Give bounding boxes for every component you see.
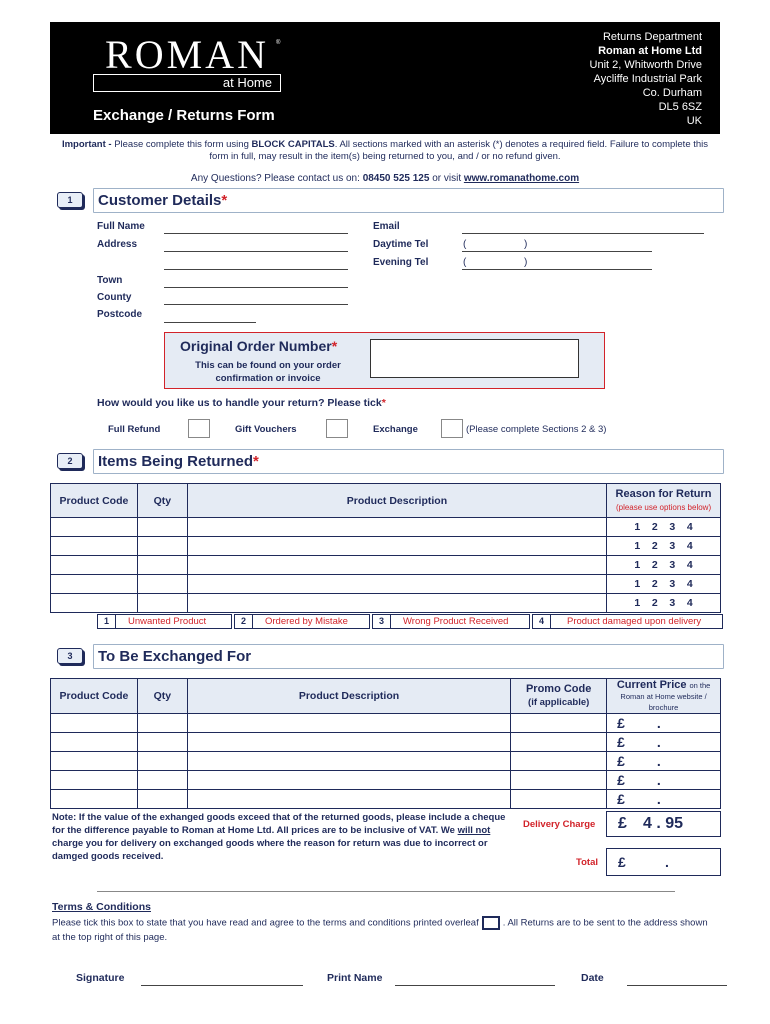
exchange-note [52, 811, 506, 863]
delivery-charge-value: 4 . 95 [643, 815, 684, 832]
col-qty: Qty [137, 484, 187, 518]
signature-field[interactable] [141, 985, 303, 986]
block-capitals: BLOCK CAPITALS [251, 139, 335, 150]
section-title-to-be-exchanged [93, 644, 724, 669]
col-reason [607, 484, 721, 518]
reason-option[interactable]: 3 [669, 559, 676, 571]
daytime-tel-label: Daytime Tel [373, 239, 429, 250]
pound-sign: £ [618, 854, 626, 870]
qty-cell[interactable] [137, 556, 187, 575]
legend-text-2: Ordered by Mistake [253, 614, 370, 629]
address-field-2[interactable] [164, 269, 348, 270]
daytime-tel-field[interactable] [462, 251, 652, 252]
order-number-title [180, 338, 337, 354]
description-cell[interactable] [187, 771, 510, 790]
town-field[interactable] [164, 287, 348, 288]
col-product-code: Product Code [51, 679, 138, 714]
pound-sign: £ [617, 734, 625, 750]
table-row [51, 594, 721, 613]
table-row [51, 556, 721, 575]
description-cell[interactable] [187, 518, 606, 537]
description-cell[interactable] [187, 556, 606, 575]
description-cell[interactable] [187, 733, 510, 752]
qty-cell[interactable] [137, 537, 187, 556]
return-address [470, 30, 702, 128]
reason-option[interactable]: 3 [669, 578, 676, 590]
email-field[interactable] [462, 233, 704, 234]
address-line: Unit 2, Whitworth Drive [589, 59, 702, 71]
legend-text-1: Unwanted Product [116, 614, 232, 629]
address-line: Returns Department [602, 31, 702, 43]
terms-title[interactable]: Terms & Conditions [52, 901, 151, 913]
reason-option[interactable]: 1 [634, 597, 641, 609]
signature-label: Signature [76, 972, 125, 984]
address-line: Co. Durham [642, 87, 702, 99]
reason-option[interactable]: 4 [686, 521, 693, 533]
description-cell[interactable] [187, 714, 510, 733]
qty-cell[interactable] [137, 771, 187, 790]
terms-checkbox[interactable] [482, 916, 500, 930]
decimal-point: . [656, 791, 661, 807]
important-notice [55, 139, 715, 163]
terms-text [52, 916, 712, 945]
promo-cell[interactable] [511, 771, 607, 790]
postcode-label: Postcode [97, 309, 143, 320]
promo-sub: (if applicable) [528, 697, 590, 708]
reason-option[interactable]: 2 [651, 540, 658, 552]
pound-sign: £ [617, 772, 625, 788]
county-label: County [97, 292, 132, 303]
important-text-2: . All sections marked with an asterisk (*) denotes a required field. Failure to complete this form in full, may result in the item(s) being returned to you, and / or no refund given. [209, 139, 709, 162]
col-product-description: Product Description [187, 484, 606, 518]
qty-cell[interactable] [137, 733, 187, 752]
exchange-label: Exchange [373, 424, 418, 435]
col-current-price [607, 679, 721, 714]
full-name-field[interactable] [164, 233, 348, 234]
date-field[interactable] [627, 985, 727, 986]
table-row [51, 575, 721, 594]
legend-text-4: Product damaged upon delivery [551, 614, 723, 629]
reason-option[interactable]: 2 [651, 559, 658, 571]
exchange-note: (Please complete Sections 2 & 3) [466, 424, 607, 435]
reason-option[interactable]: 1 [634, 578, 641, 590]
note-text: Note: If the value of the exhanged goods exceed that of the returned goods, please include a cheque for the difference payable to Roman at Home Ltd. All prices are to be inclusive of VAT. We [52, 812, 506, 836]
return-question-text: How would you like us to handle your return? Please tick [97, 397, 382, 409]
exchange-checkbox[interactable] [441, 419, 463, 438]
delivery-charge-box [606, 811, 721, 837]
decimal-point: . [665, 854, 669, 870]
promo-cell[interactable] [511, 790, 607, 809]
decimal-point: . [656, 753, 661, 769]
order-number-input[interactable] [370, 339, 579, 378]
reason-option[interactable]: 2 [651, 521, 658, 533]
qty-cell[interactable] [137, 594, 187, 613]
section-title-customer-details [93, 188, 724, 213]
decimal-point: . [656, 772, 661, 788]
reason-cell[interactable] [607, 537, 721, 556]
pound-sign: £ [618, 815, 627, 832]
or-visit: or visit [429, 173, 464, 184]
product-code-cell[interactable] [51, 594, 138, 613]
reason-option[interactable]: 3 [669, 597, 676, 609]
reason-option[interactable]: 4 [686, 559, 693, 571]
legend-number-4: 4 [532, 614, 551, 629]
gift-vouchers-checkbox[interactable] [326, 419, 348, 438]
product-code-cell[interactable] [51, 518, 138, 537]
table-row [51, 733, 721, 752]
reason-option[interactable]: 4 [686, 540, 693, 552]
website-link[interactable]: www.romanathome.com [463, 173, 580, 184]
address-line: DL5 6SZ [658, 101, 702, 113]
description-cell[interactable] [187, 537, 606, 556]
section-number-3: 3 [57, 648, 83, 664]
reason-sub: (please use options below) [615, 502, 712, 512]
decimal-point: . [656, 715, 661, 731]
note-will-not: will not [457, 825, 491, 836]
price-header-on: on the [689, 680, 711, 690]
price-cell[interactable] [607, 733, 721, 752]
qty-cell[interactable] [137, 714, 187, 733]
required-asterisk: * [253, 453, 259, 470]
tel-paren-close: ) [524, 239, 528, 250]
address-field-1[interactable] [164, 251, 348, 252]
address-line: Roman at Home Ltd [598, 45, 702, 57]
promo-cell[interactable] [511, 714, 607, 733]
contact-line [50, 173, 720, 184]
description-cell[interactable] [187, 594, 606, 613]
section-title-text: To Be Exchanged For [98, 648, 252, 665]
tel-paren-open: ( [463, 239, 467, 250]
qty-cell[interactable] [137, 575, 187, 594]
pound-sign: £ [617, 753, 625, 769]
county-field[interactable] [164, 304, 348, 305]
price-cell[interactable] [607, 752, 721, 771]
legend-number-3: 3 [372, 614, 391, 629]
reason-cell[interactable] [607, 556, 721, 575]
section-number-2: 2 [57, 453, 83, 469]
questions-prefix: Any Questions? Please contact us on: [190, 173, 363, 184]
qty-cell[interactable] [137, 790, 187, 809]
date-label: Date [581, 972, 604, 984]
phone-number: 08450 525 125 [362, 173, 430, 184]
qty-cell[interactable] [137, 752, 187, 771]
reason-option[interactable]: 1 [634, 559, 641, 571]
table-row [51, 714, 721, 733]
reason-option[interactable]: 1 [634, 540, 641, 552]
order-number-title-text: Original Order Number [180, 338, 332, 354]
full-refund-checkbox[interactable] [188, 419, 210, 438]
col-product-code: Product Code [51, 484, 138, 518]
reason-option[interactable]: 3 [669, 540, 676, 552]
table-row [51, 537, 721, 556]
product-code-cell[interactable] [51, 733, 138, 752]
product-code-cell[interactable] [51, 790, 138, 809]
table-row [51, 752, 721, 771]
description-cell[interactable] [187, 752, 510, 771]
logo-subtitle: at Home [93, 74, 281, 92]
reason-header: Reason for Return [615, 487, 712, 500]
reason-option[interactable]: 2 [651, 578, 658, 590]
reason-cell[interactable] [607, 594, 721, 613]
reason-option[interactable]: 2 [651, 597, 658, 609]
decimal-point: . [656, 734, 661, 750]
logo: ROMAN [105, 32, 269, 77]
evening-tel-field[interactable] [462, 269, 652, 270]
reason-option[interactable]: 4 [686, 597, 693, 609]
exchange-items-table [50, 678, 721, 809]
print-name-field[interactable] [395, 985, 555, 986]
price-cell[interactable] [607, 714, 721, 733]
return-question [97, 397, 386, 409]
divider [97, 891, 675, 892]
price-header: Current Price [616, 678, 687, 691]
email-label: Email [373, 221, 400, 232]
description-cell[interactable] [187, 790, 510, 809]
section-title-text: Customer Details [98, 192, 222, 209]
col-qty: Qty [137, 679, 187, 714]
address-label: Address [97, 239, 138, 250]
section-number-1: 1 [57, 192, 83, 208]
evening-tel-label: Evening Tel [373, 257, 429, 268]
product-code-cell[interactable] [51, 752, 138, 771]
returned-items-table [50, 483, 721, 613]
product-code-cell[interactable] [51, 575, 138, 594]
qty-cell[interactable] [137, 518, 187, 537]
required-asterisk: * [381, 397, 386, 409]
full-name-label: Full Name [97, 221, 145, 232]
table-row [51, 771, 721, 790]
town-label: Town [97, 275, 123, 286]
order-number-help: This can be found on your order confirmation or invoice [195, 360, 341, 384]
table-row [51, 790, 721, 809]
section-title-text: Items Being Returned [98, 453, 254, 470]
reason-option[interactable]: 4 [686, 578, 693, 590]
important-prefix: Important - [61, 139, 115, 150]
reason-option[interactable]: 3 [669, 521, 676, 533]
required-asterisk: * [221, 192, 228, 209]
price-cell[interactable] [607, 771, 721, 790]
description-cell[interactable] [187, 575, 606, 594]
product-code-cell[interactable] [51, 714, 138, 733]
product-code-cell[interactable] [51, 537, 138, 556]
reason-cell[interactable] [607, 518, 721, 537]
col-promo-code [511, 679, 607, 714]
important-text: Please complete this form using [114, 139, 252, 150]
promo-header: Promo Code [525, 683, 592, 695]
address-line: UK [686, 115, 702, 127]
delivery-charge-label: Delivery Charge [523, 819, 596, 830]
promo-cell[interactable] [511, 752, 607, 771]
form-title: Exchange / Returns Form [93, 107, 275, 124]
product-code-cell[interactable] [51, 771, 138, 790]
full-refund-label: Full Refund [108, 424, 161, 435]
pound-sign: £ [617, 791, 625, 807]
price-cell[interactable] [607, 790, 721, 809]
terms-text-2: . All Returns are to be sent to the address shown at the top right of this page. [52, 917, 708, 943]
col-product-description: Product Description [187, 679, 510, 714]
required-asterisk: * [331, 338, 338, 354]
total-label: Total [576, 857, 598, 868]
pound-sign: £ [617, 715, 625, 731]
price-sub: Roman at Home website / brochure [620, 691, 707, 712]
note-text-2: charge you for delivery on exchanged goods where the reason for return was due to incorrect or damged goods received. [52, 838, 488, 862]
print-name-label: Print Name [327, 972, 383, 984]
legend-number-1: 1 [97, 614, 116, 629]
legend-text-3: Wrong Product Received [391, 614, 530, 629]
postcode-field[interactable] [164, 322, 256, 323]
logo-registered-mark: ® [276, 40, 281, 46]
tel-paren-close: ) [524, 257, 528, 268]
table-row [51, 518, 721, 537]
terms-text-1: Please tick this box to state that you have read and agree to the terms and conditions printed overleaf [52, 917, 479, 929]
gift-vouchers-label: Gift Vouchers [235, 424, 297, 435]
tel-paren-open: ( [463, 257, 467, 268]
reason-option[interactable]: 1 [634, 521, 641, 533]
total-box[interactable] [606, 848, 721, 876]
section-title-items-returned [93, 449, 724, 474]
reason-cell[interactable] [607, 575, 721, 594]
legend-number-2: 2 [234, 614, 253, 629]
promo-cell[interactable] [511, 733, 607, 752]
address-line: Aycliffe Industrial Park [593, 73, 702, 85]
product-code-cell[interactable] [51, 556, 138, 575]
